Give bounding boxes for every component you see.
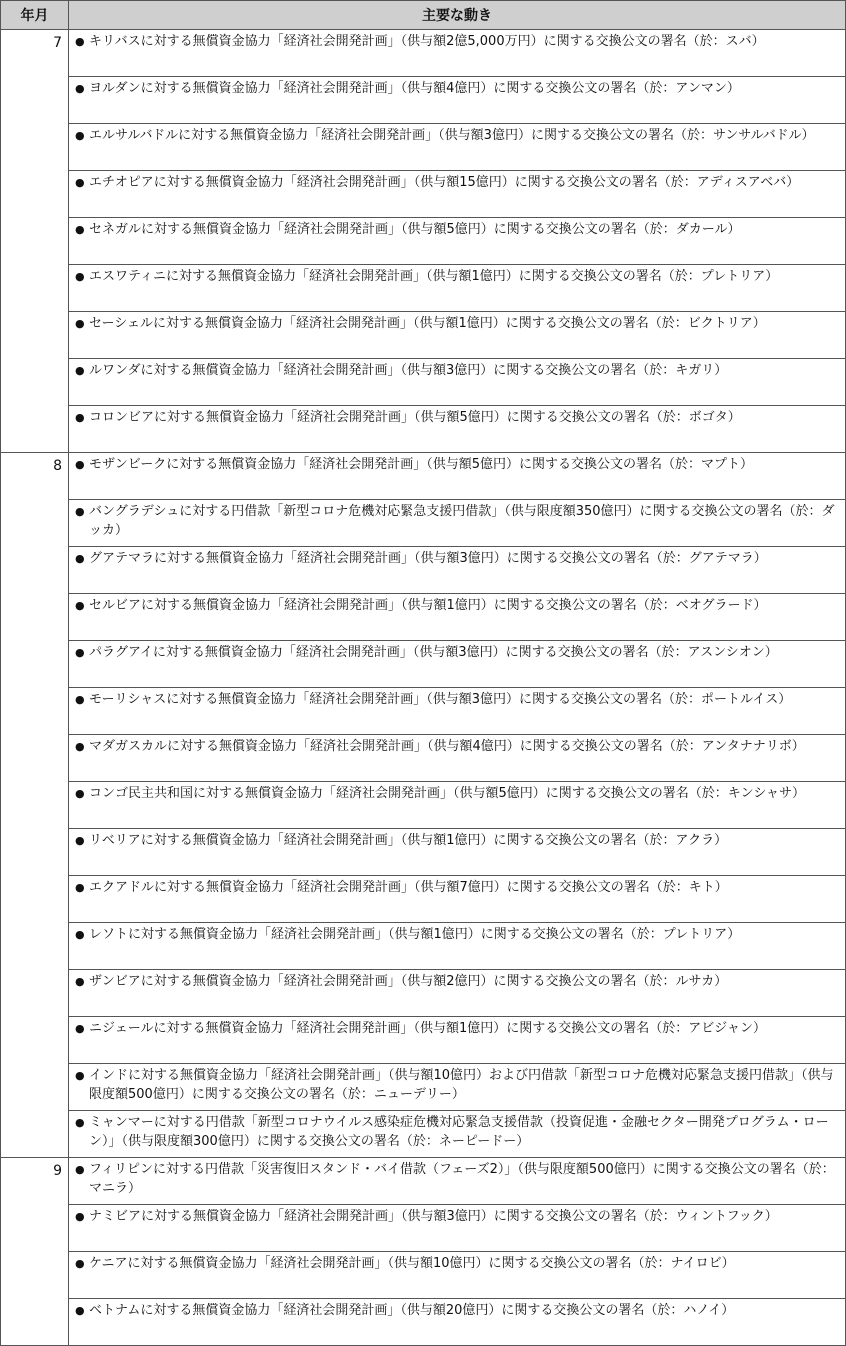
event-item: ● セルビアに対する無償資金協力「経済社会開発計画」（供与額1億円）に関する交換公文の署名（於：ベオグラード） bbox=[69, 594, 846, 641]
table-row bbox=[1, 876, 846, 923]
event-item: ● セーシェルに対する無償資金協力「経済社会開発計画」（供与額1億円）に関する交換公文の署名（於：ビクトリア） bbox=[69, 312, 846, 359]
table-row bbox=[1, 265, 846, 312]
table-row bbox=[1, 218, 846, 265]
table-row bbox=[1, 171, 846, 218]
event-item: ● セネガルに対する無償資金協力「経済社会開発計画」（供与額5億円）に関する交換公文の署名（於：ダカール） bbox=[69, 218, 846, 265]
table-row bbox=[1, 406, 846, 453]
table-row bbox=[1, 688, 846, 735]
event-item: ● レソトに対する無償資金協力「経済社会開発計画」（供与額1億円）に関する交換公文の署名（於：プレトリア） bbox=[69, 923, 846, 970]
event-item: ● リベリアに対する無償資金協力「経済社会開発計画」（供与額1億円）に関する交換公文の署名（於：アクラ） bbox=[69, 829, 846, 876]
table-row bbox=[1, 1064, 846, 1111]
table-row bbox=[1, 594, 846, 641]
event-item: ● パラグアイに対する無償資金協力「経済社会開発計画」（供与額3億円）に関する交換公文の署名（於：アスンシオン） bbox=[69, 641, 846, 688]
table-row bbox=[1, 359, 846, 406]
event-item: ● コロンビアに対する無償資金協力「経済社会開発計画」（供与額5億円）に関する交換公文の署名（於：ボゴタ） bbox=[69, 406, 846, 453]
event-item: ● ザンビアに対する無償資金協力「経済社会開発計画」（供与額2億円）に関する交換公文の署名（於：ルサカ） bbox=[69, 970, 846, 1017]
table-row bbox=[1, 30, 846, 77]
event-item: ● ケニアに対する無償資金協力「経済社会開発計画」（供与額10億円）に関する交換公文の署名（於：ナイロビ） bbox=[69, 1252, 846, 1299]
table-row bbox=[1, 312, 846, 359]
event-item: ● キリバスに対する無償資金協力「経済社会開発計画」（供与額2億5,000万円）に関する交換公文の署名（於：スバ） bbox=[69, 30, 846, 77]
table-body bbox=[1, 30, 846, 1346]
header-row bbox=[1, 1, 846, 30]
event-item: ● グアテマラに対する無償資金協力「経済社会開発計画」（供与額3億円）に関する交換公文の署名（於：グアテマラ） bbox=[69, 547, 846, 594]
table-row bbox=[1, 1017, 846, 1064]
table-row bbox=[1, 970, 846, 1017]
event-item: ● ヨルダンに対する無償資金協力「経済社会開発計画」（供与額4億円）に関する交換公文の署名（於：アンマン） bbox=[69, 77, 846, 124]
table-row bbox=[1, 923, 846, 970]
event-item: ● コンゴ民主共和国に対する無償資金協力「経済社会開発計画」（供与額5億円）に関する交換公文の署名（於：キンシャサ） bbox=[69, 782, 846, 829]
event-item: ● マダガスカルに対する無償資金協力「経済社会開発計画」（供与額4億円）に関する交換公文の署名（於：アンタナナリボ） bbox=[69, 735, 846, 782]
event-item: ● フィリピンに対する円借款「災害復旧スタンド・バイ借款（フェーズ2）」（供与限度額500億円）に関する交換公文の署名（於：マニラ） bbox=[69, 1158, 846, 1205]
event-item: ● ルワンダに対する無償資金協力「経済社会開発計画」（供与額3億円）に関する交換公文の署名（於：キガリ） bbox=[69, 359, 846, 406]
event-item: ● インドに対する無償資金協力「経済社会開発計画」（供与額10億円）および円借款「新型コロナ危機対応緊急支援円借款」（供与限度額500億円）に関する交換公文の署名（於：ニューデリー） bbox=[69, 1064, 846, 1111]
table-row bbox=[1, 641, 846, 688]
month-cell: 7 bbox=[1, 30, 69, 453]
table-row bbox=[1, 77, 846, 124]
month-cell: 8 bbox=[1, 453, 69, 1158]
table-row bbox=[1, 1252, 846, 1299]
table-row bbox=[1, 547, 846, 594]
table-row bbox=[1, 1205, 846, 1252]
event-item: ● エクアドルに対する無償資金協力「経済社会開発計画」（供与額7億円）に関する交換公文の署名（於：キト） bbox=[69, 876, 846, 923]
event-item: ● モザンビークに対する無償資金協力「経済社会開発計画」（供与額5億円）に関する交換公文の署名（於：マプト） bbox=[69, 453, 846, 500]
event-item: ● モーリシャスに対する無償資金協力「経済社会開発計画」（供与額3億円）に関する交換公文の署名（於：ポートルイス） bbox=[69, 688, 846, 735]
event-item: ● ナミビアに対する無償資金協力「経済社会開発計画」（供与額3億円）に関する交換公文の署名（於：ウィントフック） bbox=[69, 1205, 846, 1252]
event-item: ● エルサルバドルに対する無償資金協力「経済社会開発計画」（供与額3億円）に関する交換公文の署名（於：サンサルバドル） bbox=[69, 124, 846, 171]
event-item: ● ベトナムに対する無償資金協力「経済社会開発計画」（供与額20億円）に関する交換公文の署名（於：ハノイ） bbox=[69, 1299, 846, 1346]
event-item: ● エスワティニに対する無償資金協力「経済社会開発計画」（供与額1億円）に関する交換公文の署名（於：プレトリア） bbox=[69, 265, 846, 312]
table-row bbox=[1, 782, 846, 829]
events-column-header: 主要な動き bbox=[69, 1, 846, 30]
table-row bbox=[1, 735, 846, 782]
table-row bbox=[1, 453, 846, 500]
table-row bbox=[1, 1111, 846, 1158]
event-item: ● バングラデシュに対する円借款「新型コロナ危機対応緊急支援円借款」（供与限度額350億円）に関する交換公文の署名（於：ダッカ） bbox=[69, 500, 846, 547]
event-item: ● ミャンマーに対する円借款「新型コロナウイルス感染症危機対応緊急支援借款（投資促進・金融セクター開発プログラム・ローン）」（供与限度額300億円）に関する交換公文の署名（於：ネーピードー） bbox=[69, 1111, 846, 1158]
table-row bbox=[1, 829, 846, 876]
month-cell: 9 bbox=[1, 1158, 69, 1346]
table-row bbox=[1, 1299, 846, 1346]
table-row bbox=[1, 124, 846, 171]
event-item: ● ニジェールに対する無償資金協力「経済社会開発計画」（供与額1億円）に関する交換公文の署名（於：アビジャン） bbox=[69, 1017, 846, 1064]
event-item: ● エチオピアに対する無償資金協力「経済社会開発計画」（供与額15億円）に関する交換公文の署名（於：アディスアベバ） bbox=[69, 171, 846, 218]
table-row bbox=[1, 1158, 846, 1205]
table-row bbox=[1, 500, 846, 547]
month-column-header: 年月 bbox=[1, 1, 69, 30]
